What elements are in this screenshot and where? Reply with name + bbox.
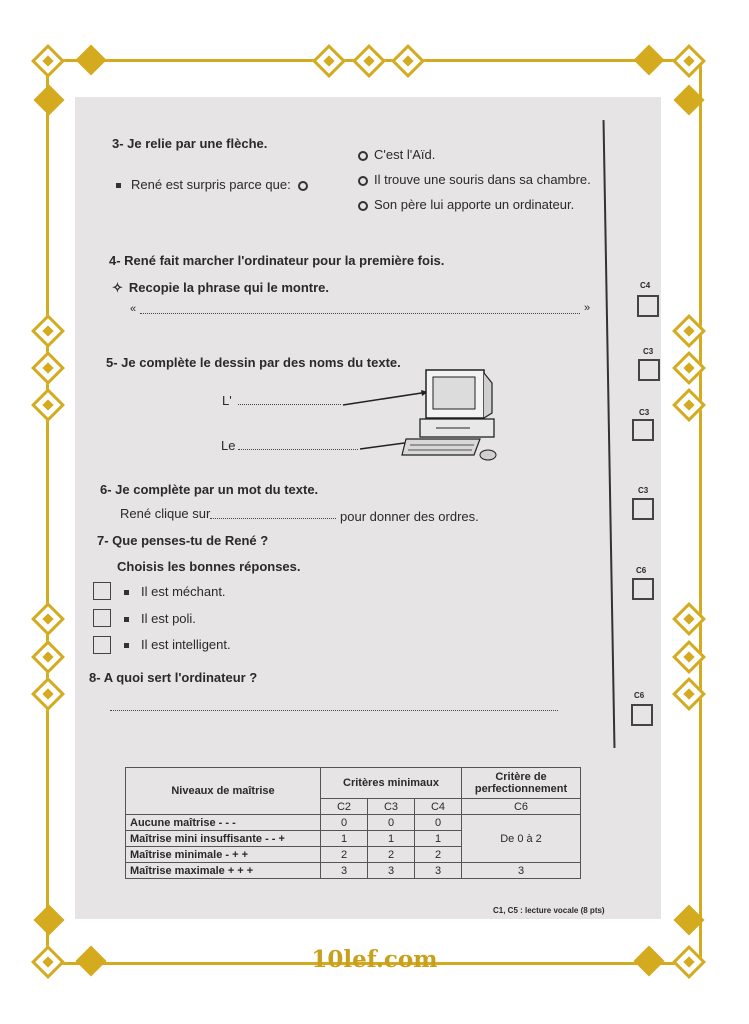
cell: 1 <box>321 831 368 847</box>
cell: 3 <box>368 863 415 879</box>
cell: 2 <box>321 847 368 863</box>
cell: 2 <box>415 847 462 863</box>
row-label: Maîtrise maximale + + + <box>126 863 321 879</box>
link-dot-icon[interactable] <box>358 176 368 186</box>
bullet-icon <box>124 643 129 648</box>
q3-stem-text: René est surpris parce que: <box>131 177 291 192</box>
cell: 2 <box>368 847 415 863</box>
header-levels: Niveaux de maîtrise <box>126 768 321 815</box>
score-box[interactable] <box>632 498 654 520</box>
q4-open-quote: « <box>130 303 137 315</box>
q5-title: 5- Je complète le dessin par des noms du texte. <box>106 355 401 370</box>
site-watermark[interactable]: 10lef.com <box>311 946 438 973</box>
perf-range-cell: De 0 à 2 <box>462 815 581 863</box>
q7-checkbox-2[interactable] <box>93 609 111 627</box>
criterion-label: C4 <box>640 281 651 290</box>
q6-answer-line[interactable] <box>210 518 336 519</box>
q8-title: 8- A quoi sert l'ordinateur ? <box>89 670 258 685</box>
subheader: C2 <box>321 799 368 815</box>
score-box[interactable] <box>632 578 654 600</box>
vocal-reading-note: C1, C5 : lecture vocale (8 pts) <box>493 906 605 915</box>
link-dot-icon[interactable] <box>298 181 308 191</box>
perf-max-cell: 3 <box>462 863 581 879</box>
q6-title: 6- Je complète par un mot du texte. <box>100 482 319 497</box>
table-row <box>126 815 581 831</box>
bullet-icon <box>124 617 129 622</box>
row-label: Maîtrise mini insuffisante - - + <box>126 831 321 847</box>
cell: 1 <box>368 831 415 847</box>
q7-checkbox-1[interactable] <box>93 582 111 600</box>
link-dot-icon[interactable] <box>358 201 368 211</box>
cell: 0 <box>321 815 368 831</box>
header-minimal-criteria: Critères minimaux <box>321 768 462 799</box>
q3-stem <box>116 177 314 192</box>
mastery-table <box>125 767 581 879</box>
cell: 1 <box>415 831 462 847</box>
score-box[interactable] <box>637 295 659 317</box>
q4-title: 4- René fait marcher l'ordinateur pour la première fois. <box>109 253 445 268</box>
subheader: C4 <box>415 799 462 815</box>
q3-option-2[interactable]: Il trouve une souris dans sa chambre. <box>358 172 591 187</box>
q4-close-quote: » <box>584 302 591 314</box>
q5-label-1: L' <box>222 393 232 408</box>
bullet-icon <box>124 590 129 595</box>
row-label: Maîtrise minimale - + + <box>126 847 321 863</box>
q7-checkbox-3[interactable] <box>93 636 111 654</box>
score-box[interactable] <box>631 704 653 726</box>
q7-instruction: Choisis les bonnes réponses. <box>117 559 301 574</box>
q6-sentence-start: René clique sur <box>120 506 211 521</box>
cell: 0 <box>415 815 462 831</box>
q4-answer-line[interactable] <box>140 313 580 314</box>
cell: 3 <box>321 863 368 879</box>
cell: 0 <box>368 815 415 831</box>
link-dot-icon[interactable] <box>358 151 368 161</box>
q3-option-3[interactable]: Son père lui apporte un ordinateur. <box>358 197 574 212</box>
row-label: Aucune maîtrise - - - <box>126 815 321 831</box>
score-box[interactable] <box>632 419 654 441</box>
subheader: C3 <box>368 799 415 815</box>
q7-option-1: Il est méchant. <box>124 584 226 599</box>
criterion-label: C3 <box>643 347 654 356</box>
q5-answer-line-1[interactable] <box>238 404 341 405</box>
q6-sentence-end: pour donner des ordres. <box>340 509 479 524</box>
q4-instruction: ✧ Recopie la phrase qui le montre. <box>112 280 330 295</box>
bullet-icon <box>116 183 121 188</box>
q5-label-2: Le <box>221 438 236 453</box>
score-box[interactable] <box>638 359 660 381</box>
header-perfection-criterion: Critère de perfectionnement <box>462 768 581 799</box>
criterion-label: C6 <box>636 566 647 575</box>
computer-illustration <box>340 365 505 465</box>
table-row <box>126 863 581 879</box>
q8-answer-line[interactable] <box>110 710 558 711</box>
q7-option-3: Il est intelligent. <box>124 637 231 652</box>
q3-title: 3- Je relie par une flèche. <box>112 136 268 151</box>
cell: 3 <box>415 863 462 879</box>
q7-title: 7- Que penses-tu de René ? <box>97 533 269 548</box>
subheader: C6 <box>462 799 581 815</box>
criterion-label: C3 <box>638 486 649 495</box>
q3-option-1[interactable]: C'est l'Aïd. <box>358 147 435 162</box>
diamond-bullet-icon: ✧ <box>112 280 123 295</box>
q7-option-2: Il est poli. <box>124 611 196 626</box>
criterion-label: C6 <box>634 691 645 700</box>
criterion-label: C3 <box>639 408 650 417</box>
